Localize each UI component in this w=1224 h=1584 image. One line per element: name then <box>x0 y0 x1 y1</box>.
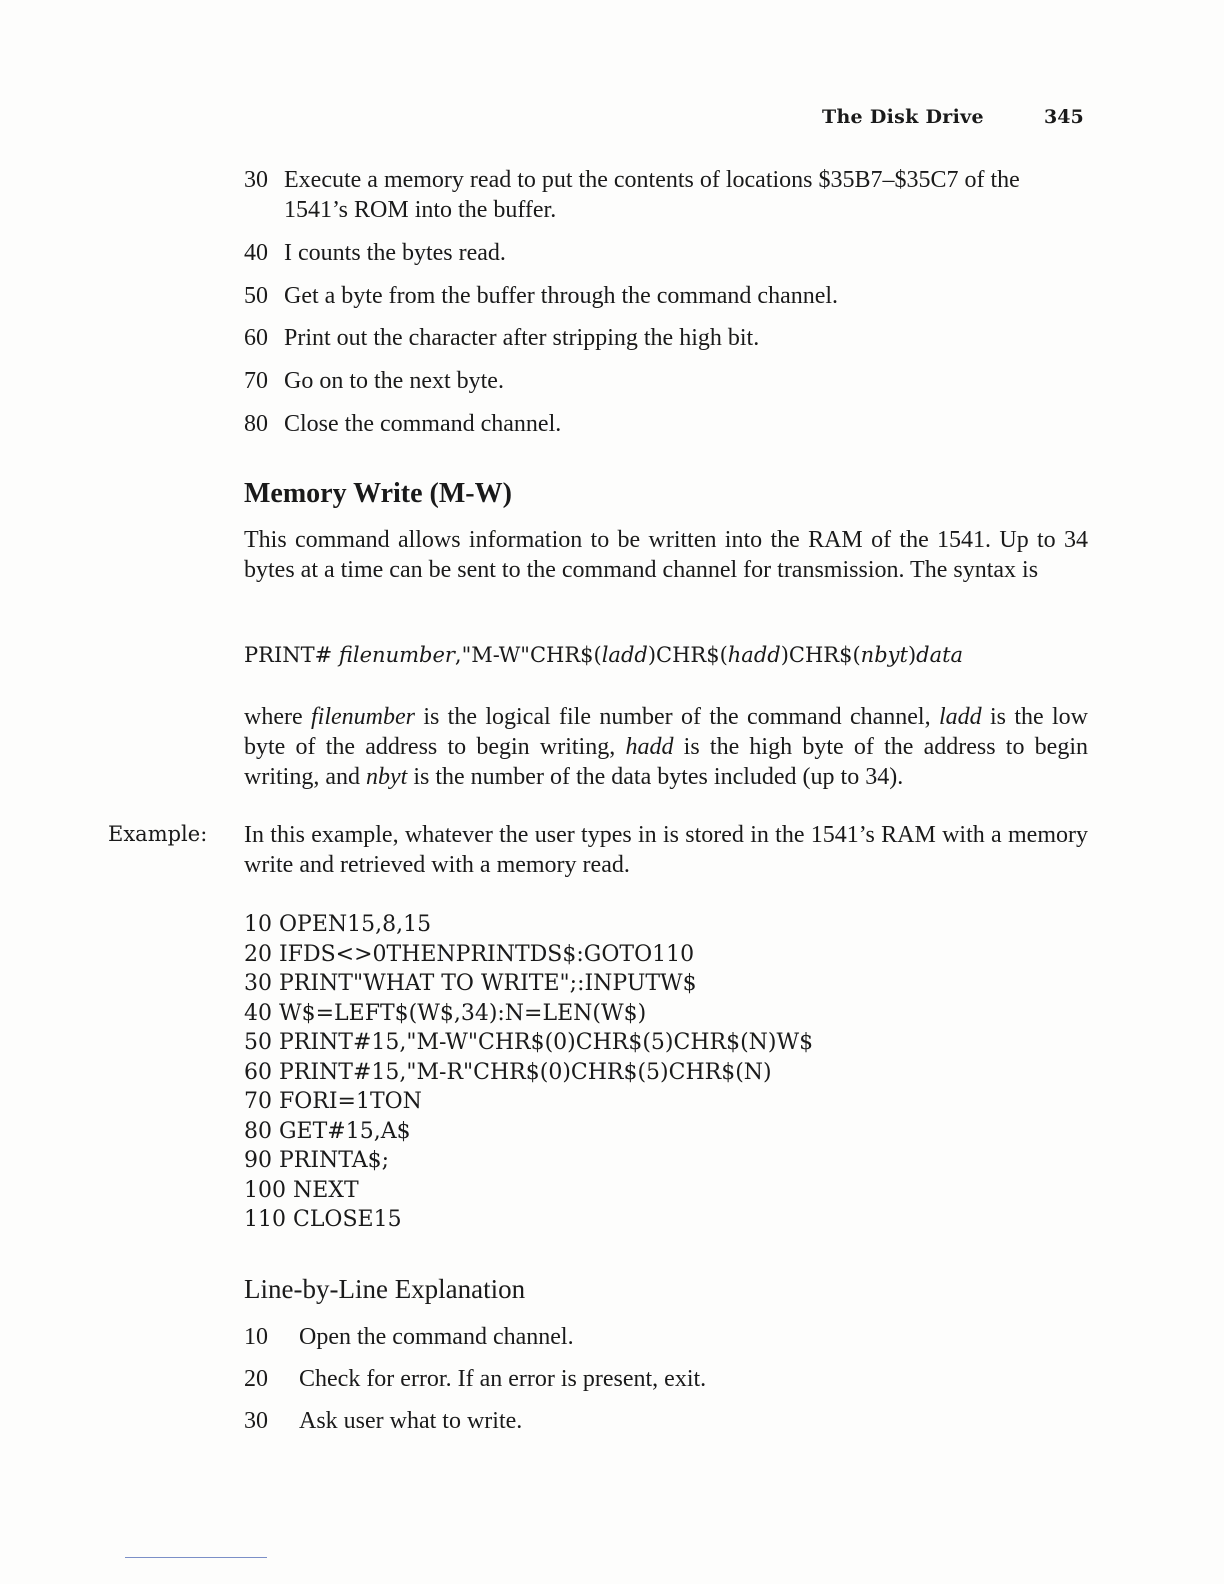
line-description: Check for error. If an error is present, exit. <box>299 1366 707 1392</box>
line-number: 30 <box>244 167 268 193</box>
param-term: ladd <box>938 704 982 730</box>
list-item <box>244 323 1088 353</box>
syntax-text: ) <box>907 643 917 667</box>
line-number: 30 <box>244 1408 268 1434</box>
line-description: Ask user what to write. <box>299 1408 523 1434</box>
line-description: Open the command channel. <box>299 1324 574 1350</box>
code-listing <box>244 910 813 1235</box>
list-item <box>244 1406 1088 1436</box>
example-label: Example: <box>108 822 208 846</box>
list-item <box>244 238 1088 268</box>
line-description: Close the command channel. <box>284 411 562 437</box>
code-line: 100 NEXT <box>244 1177 359 1203</box>
syntax-text: PRINT# <box>244 643 339 667</box>
running-header: The Disk Drive <box>822 106 984 128</box>
line-description: Execute a memory read to put the contents of locations $35B7–$35C7 of the 1541’s ROM into the buffer. <box>284 167 1020 223</box>
list-item <box>244 1364 1088 1394</box>
intro-paragraph: This command allows information to be written into the RAM of the 1541. Up to 34 bytes at a time can be sent to the command channel for transmission. The syntax is <box>244 527 1088 583</box>
line-number: 40 <box>244 240 268 266</box>
line-number: 10 <box>244 1324 268 1350</box>
syntax-text: ,"M-W"CHR$( <box>454 643 602 667</box>
where-text: is the logical file number of the command channel, <box>414 704 939 730</box>
syntax-param: filenumber <box>338 643 455 667</box>
list-item <box>244 409 1088 439</box>
code-line: 80 GET#15,A$ <box>244 1118 411 1144</box>
line-description: Get a byte from the buffer through the command channel. <box>284 283 839 309</box>
syntax-param: hadd <box>727 643 781 667</box>
list-item <box>244 281 1088 311</box>
code-line: 30 PRINT"WHAT TO WRITE";:INPUTW$ <box>244 971 697 996</box>
code-line: 70 FORI=1TON <box>244 1089 422 1114</box>
syntax-text: )CHR$( <box>780 643 861 667</box>
line-description: I counts the bytes read. <box>284 240 506 266</box>
line-number: 80 <box>244 411 268 437</box>
code-line: 10 OPEN15,8,15 <box>244 912 432 937</box>
code-line: 90 PRINTA$; <box>244 1148 390 1173</box>
code-line: 20 IFDS<>0THENPRINTDS$:GOTO110 <box>244 941 695 967</box>
explanation-heading: Line-by-Line Explanation <box>244 1274 526 1304</box>
section-heading: Memory Write (M-W) <box>244 478 512 509</box>
param-term: filenumber <box>310 704 415 730</box>
param-term: hadd <box>625 734 674 760</box>
code-line: 60 PRINT#15,"M-R"CHR$(0)CHR$(5)CHR$(N) <box>244 1059 772 1085</box>
line-number: 50 <box>244 283 268 309</box>
code-line: 40 W$=LEFT$(W$,34):N=LEN(W$) <box>244 1000 647 1026</box>
list-item <box>244 1322 1088 1352</box>
syntax-param: ladd <box>601 643 648 667</box>
line-number: 70 <box>244 368 268 394</box>
code-line: 50 PRINT#15,"M-W"CHR$(0)CHR$(5)CHR$(N)W$ <box>244 1030 814 1055</box>
where-text: is the high byte of the address to begin writing, and <box>244 734 1088 790</box>
example-paragraph: In this example, whatever the user types in is stored in the 1541’s RAM with a memory write and retrieved with a memory read. <box>244 822 1088 878</box>
param-term: nbyt <box>365 764 408 790</box>
code-line: 110 CLOSE15 <box>244 1207 402 1232</box>
where-text: where <box>244 704 311 730</box>
syntax-text: )CHR$( <box>647 643 728 667</box>
page-number: 345 <box>1044 106 1084 128</box>
line-number: 20 <box>244 1366 268 1392</box>
where-paragraph <box>244 702 1088 792</box>
footer-rule <box>125 1557 267 1558</box>
syntax-param: data <box>916 643 964 667</box>
syntax-line <box>244 643 1104 667</box>
syntax-param: nbyt <box>860 643 908 667</box>
where-text: is the number of the data bytes included (up to 34). <box>407 764 904 790</box>
line-number: 60 <box>244 325 268 351</box>
list-item <box>244 366 1088 396</box>
line-description: Print out the character after stripping the high bit. <box>284 325 760 351</box>
list-item <box>244 165 1088 225</box>
line-description: Go on to the next byte. <box>284 368 504 394</box>
where-text: is the low byte of the address to begin writing, <box>244 704 1088 760</box>
